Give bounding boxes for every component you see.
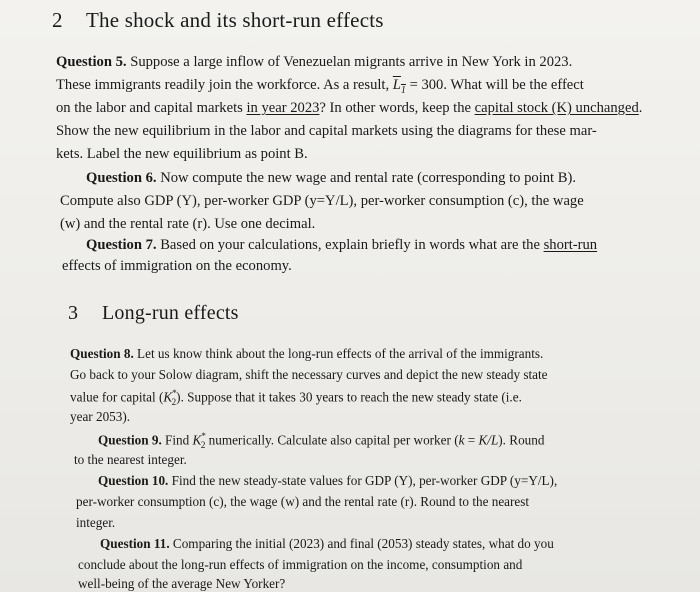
- section-3-number: 3: [68, 302, 79, 324]
- q7-label: Question 7.: [86, 237, 157, 253]
- l-bar-symbol: $L_1$: [392, 77, 406, 96]
- q8-line-1: Question 8. Let us know think about the long-run effects of the arrival of the immigrants.: [70, 346, 544, 361]
- section-3-heading: [68, 302, 239, 325]
- q5-line-3: on the labor and capital markets in year 2023? In other words, keep the capital stock (K) unchanged.: [56, 100, 643, 116]
- q8-line-3: value for capital $(K^*_2)$. Suppose that it takes 30 years to reach the new steady state (i.e.: [70, 388, 522, 408]
- q9-label: Question 9.: [98, 432, 162, 448]
- q11-line-3: well-being of the average New Yorker?: [78, 576, 286, 591]
- q10-line-1: Question 10. Find the new steady-state values for GDP (Y), per-worker GDP (y=Y/L),: [98, 473, 558, 488]
- q5-line-2: These immigrants readily join the workforce. As a result, $L_1 = 300$. What will be the effect: [56, 77, 584, 96]
- q11-label: Question 11.: [100, 536, 170, 551]
- q7-line-1: Question 7. Based on your calculations, explain briefly in words what are the short-run: [86, 237, 598, 253]
- q5-label: Question 5.: [56, 54, 127, 70]
- q5-line-5: kets. Label the new equilibrium as point B.: [56, 146, 308, 162]
- q8-label: Question 8.: [70, 346, 134, 361]
- q8-line-4: year 2053).: [70, 409, 131, 424]
- q6-line-1: Question 6. Now compute the new wage and rental rate (corresponding to point B).: [86, 170, 576, 186]
- q7-line-2: effects of immigration on the economy.: [62, 258, 292, 274]
- q10-label: Question 10.: [98, 473, 169, 488]
- q11-line-1: Question 11. Comparing the initial (2023) and final (2053) steady states, what do you: [100, 536, 554, 551]
- q5-line-4: Show the new equilibrium in the labor and capital markets using the diagrams for these mar-: [56, 123, 597, 139]
- q6-line-2: Compute also GDP (Y), per-worker GDP (y=Y/L), per-worker consumption (c), the wage: [60, 193, 584, 209]
- section-3-title: Long-run effects: [102, 302, 239, 324]
- q8-line-2: Go back to your Solow diagram, shift the necessary curves and depict the new steady state: [70, 367, 548, 382]
- q9-line-2: to the nearest integer.: [74, 452, 187, 467]
- q9-line-1: Question 9. Find $K^*_2$ numerically. Calculate also capital per worker (k = K/L). Round: [98, 431, 545, 451]
- q11-line-2: conclude about the long-run effects of immigration on the income, consumption and: [78, 557, 523, 572]
- section-2-title: The shock and its short-run effects: [86, 8, 384, 32]
- section-2-number: 2: [52, 8, 63, 32]
- q6-line-3: (w) and the rental rate (r). Use one decimal.: [60, 216, 316, 232]
- q10-line-2: per-worker consumption (c), the wage (w) and the rental rate (r). Round to the nearest: [76, 494, 530, 509]
- q5-line-1: Question 5. Suppose a large inflow of Venezuelan migrants arrive in New York in 2023.: [56, 54, 573, 70]
- q10-line-3: integer.: [76, 515, 116, 530]
- q6-label: Question 6.: [86, 170, 157, 186]
- section-2-heading: [52, 8, 384, 33]
